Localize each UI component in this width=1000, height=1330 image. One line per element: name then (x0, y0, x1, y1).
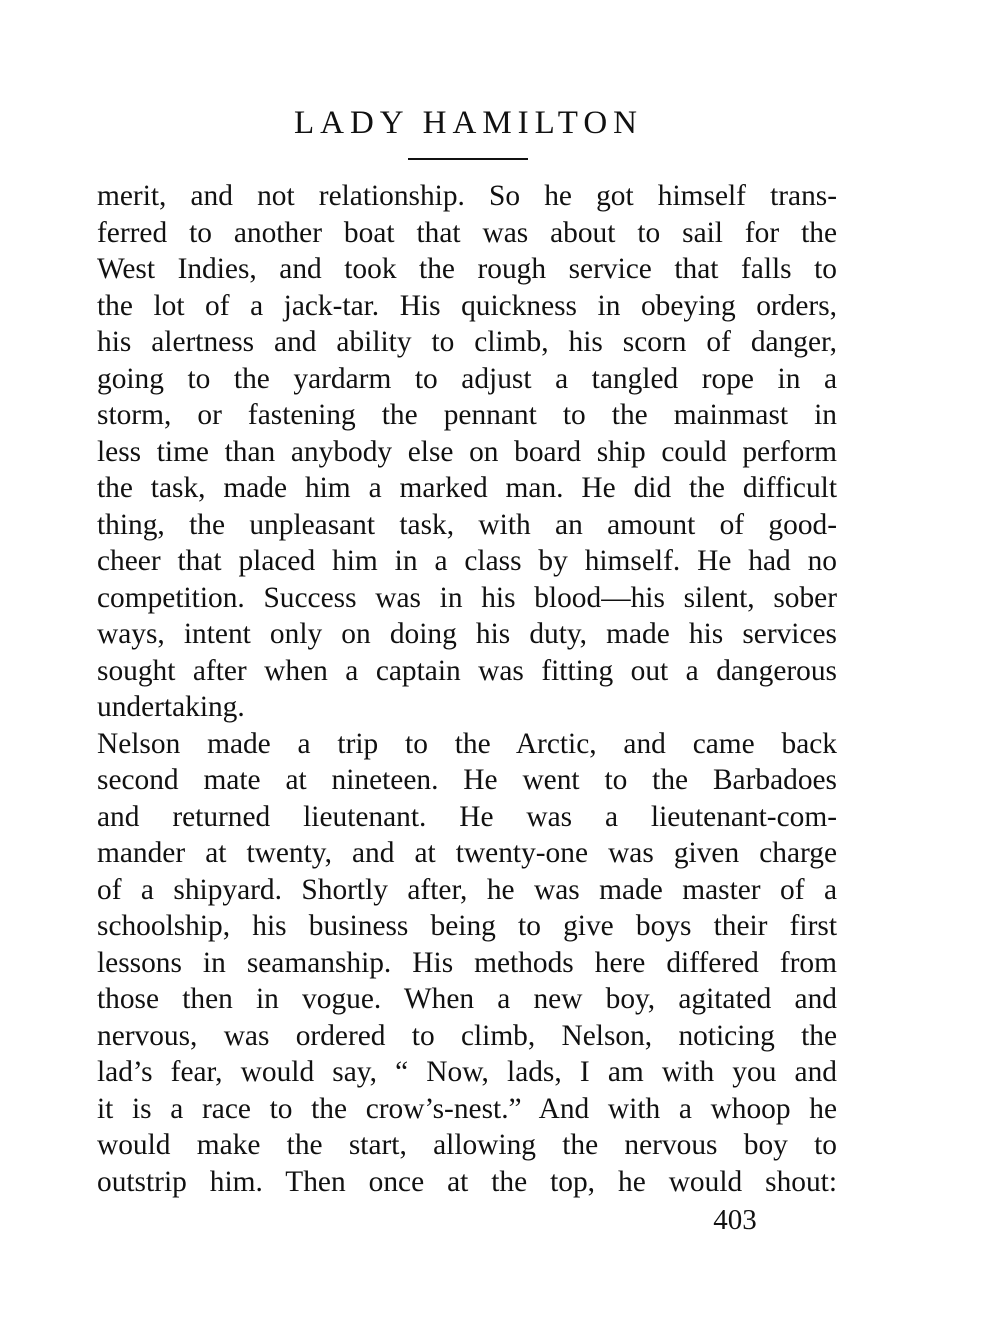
text-line: his alertness and ability to climb, his scorn of danger, (97, 326, 837, 358)
text-line: lad’s fear, would say, “ Now, lads, I am with you and (97, 1056, 837, 1088)
running-title: LADY HAMILTON (293, 105, 644, 141)
text-line: ways, intent only on doing his duty, made his services (97, 618, 837, 650)
text-line: going to the yardarm to adjust a tangled rope in a (97, 362, 837, 395)
text-line: and returned lieutenant. He was a lieutenant-com- (97, 800, 837, 833)
text-line: would make the start, allowing the nervous boy to (97, 1129, 837, 1161)
text-line: Nelson made a trip to the Arctic, and came back (97, 727, 837, 760)
text-line: less time than anybody else on board ship could perform (97, 435, 837, 468)
text-line: undertaking. (97, 691, 245, 723)
text-line: outstrip him. Then once at the top, he would shout: (97, 1165, 837, 1198)
text-line: merit, and not relationship. So he got himself trans- (97, 180, 837, 212)
text-line: those then in vogue. When a new boy, agitated and (97, 983, 837, 1015)
text-line: thing, the unpleasant task, with an amount of good- (97, 508, 837, 541)
text-line: sought after when a captain was fitting out a dangerous (97, 654, 837, 687)
text-line: lessons in seamanship. His methods here differed from (97, 946, 837, 979)
title-rule (408, 158, 528, 160)
text-line: second mate at nineteen. He went to the Barbadoes (97, 764, 837, 796)
text-line: ferred to another boat that was about to sail for the (97, 216, 837, 249)
text-line: the task, made him a marked man. He did the difficult (97, 472, 837, 504)
body-text (97, 178, 837, 1200)
page-number: 403 (713, 1204, 757, 1236)
text-line: it is a race to the crow’s-nest.” And with a whoop he (97, 1092, 837, 1125)
text-line: competition. Success was in his blood—his silent, sober (97, 581, 837, 614)
text-line: nervous, was ordered to climb, Nelson, noticing the (97, 1019, 837, 1052)
text-line: mander at twenty, and at twenty-one was given charge (97, 837, 837, 869)
text-line: of a shipyard. Shortly after, he was made master of a (97, 873, 837, 906)
text-line: West Indies, and took the rough service that falls to (97, 253, 837, 285)
text-line: cheer that placed him in a class by himself. He had no (97, 545, 837, 577)
text-line: the lot of a jack-tar. His quickness in obeying orders, (97, 289, 837, 322)
text-line: schoolship, his business being to give boys their first (97, 910, 837, 942)
text-line: storm, or fastening the pennant to the mainmast in (97, 399, 837, 431)
